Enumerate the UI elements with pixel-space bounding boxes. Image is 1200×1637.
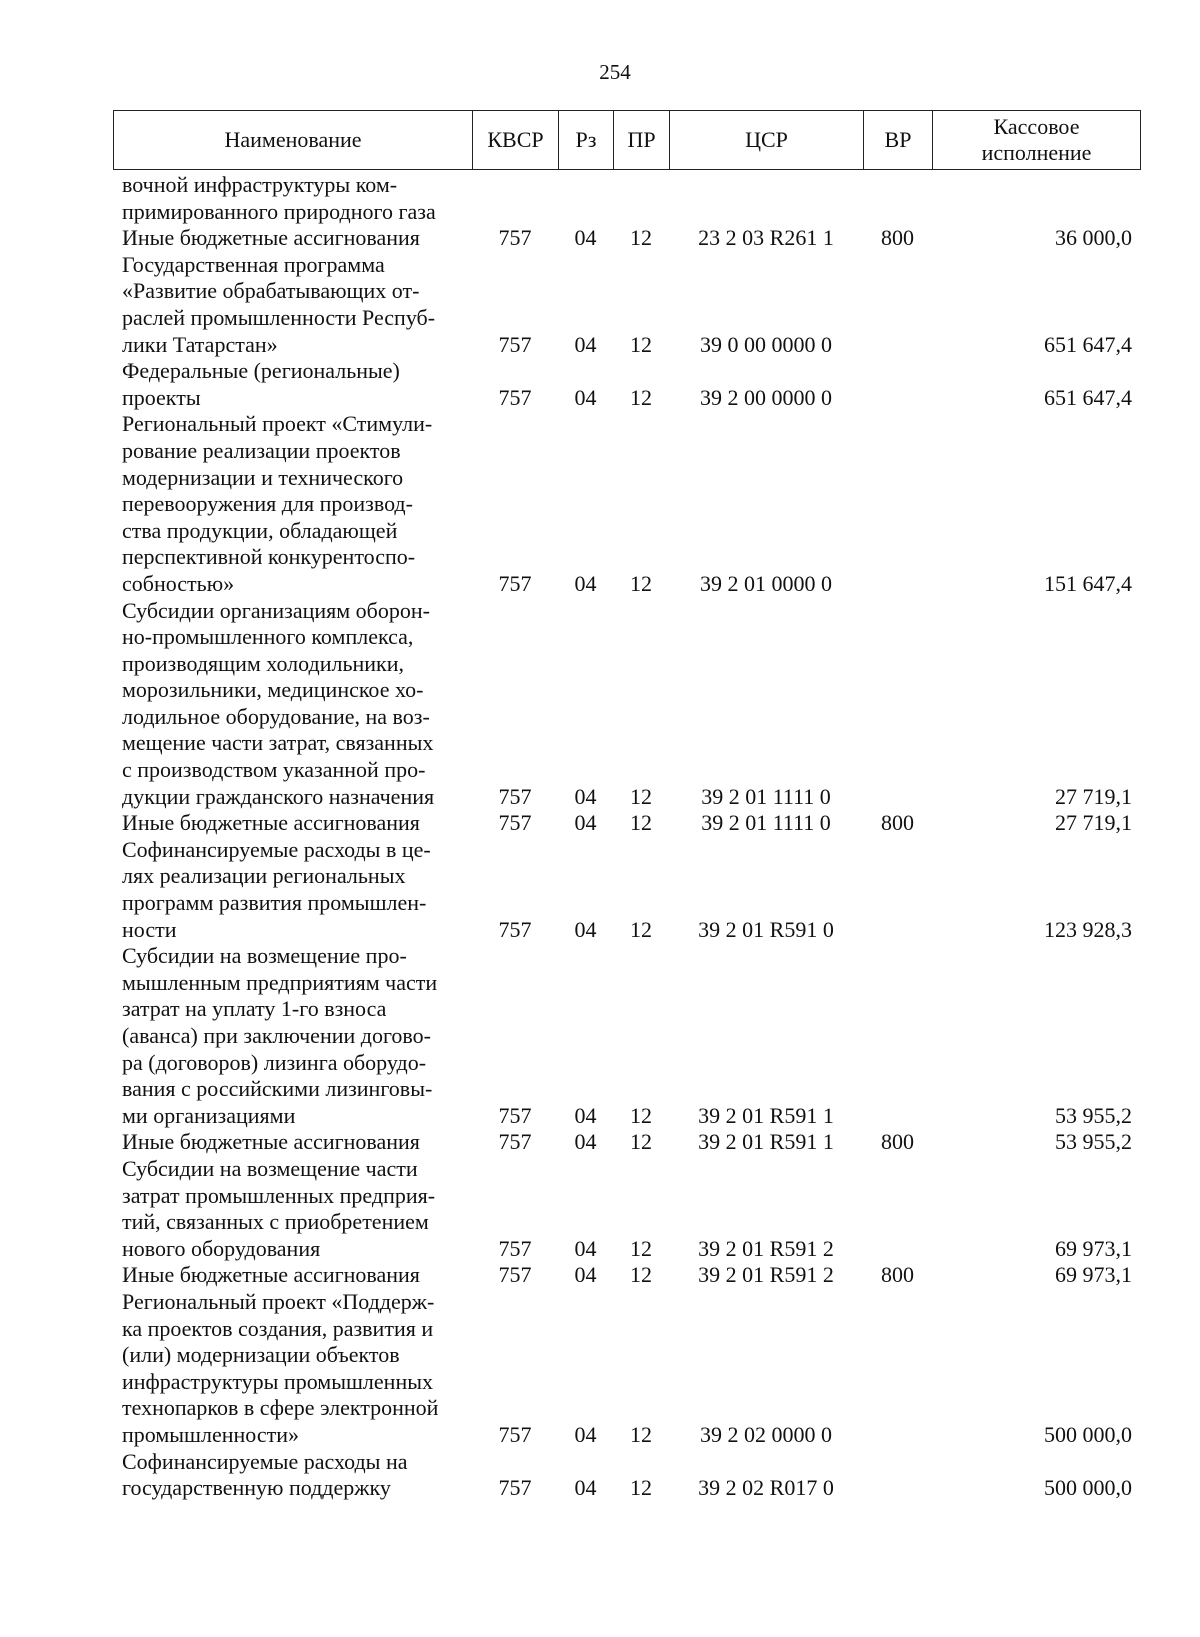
- header-csr: ЦСР: [670, 111, 864, 170]
- table-row: [113, 252, 1140, 358]
- header-amount-line1: Кассовое: [993, 114, 1080, 139]
- name-line: морозильники, медицинское хо-: [122, 677, 424, 703]
- cell-name: [113, 837, 472, 943]
- table-row: [113, 598, 1140, 811]
- cell-amount: [932, 172, 1140, 225]
- name-line: Субсидии организациям оборон-: [122, 597, 430, 623]
- table-row: [113, 1449, 1140, 1502]
- name-line: программ развития промышлен-: [122, 890, 427, 916]
- cell-name: [113, 252, 472, 358]
- table-row: [113, 837, 1140, 943]
- cell-vr: [863, 1289, 932, 1449]
- name-line: затрат промышленных предприя-: [122, 1182, 436, 1208]
- cell-pr: [613, 172, 669, 225]
- cell-amount: 36 000,0: [1055, 225, 1132, 251]
- table-row: [113, 943, 1140, 1129]
- cell-rz: 04: [574, 810, 597, 836]
- cell-pr: 12: [630, 1129, 652, 1155]
- cell-rz: 04: [574, 783, 597, 809]
- cell-name: [113, 1129, 472, 1156]
- cell-amount: 123 928,3: [1044, 916, 1132, 942]
- name-line: (или) модернизации объектов: [122, 1342, 400, 1368]
- name-line: лях реализации региональных: [122, 863, 406, 889]
- cell-csr: 39 2 01 0000 0: [700, 570, 832, 596]
- cell-amount: 69 973,1: [1055, 1262, 1132, 1288]
- name-line: мышленным предприятиям части: [122, 969, 438, 995]
- cell-pr: 12: [630, 225, 652, 251]
- cell-pr: 12: [630, 1475, 652, 1501]
- table-row: [113, 1129, 1140, 1156]
- cell-kvsr: 757: [498, 225, 532, 251]
- name-line: Государственная программа: [122, 251, 385, 277]
- name-line: Федеральные (региональные): [122, 358, 400, 384]
- cell-kvsr: 757: [498, 916, 532, 942]
- cell-amount: 27 719,1: [1055, 810, 1132, 836]
- cell-csr: 39 2 01 R591 0: [698, 916, 834, 942]
- cell-pr: 12: [630, 384, 652, 410]
- cell-name: [113, 358, 472, 411]
- cell-vr: 800: [881, 1262, 914, 1288]
- cell-amount: 151 647,4: [1044, 570, 1132, 596]
- header-amount-line2: исполнение: [981, 140, 1092, 165]
- cell-rz: 04: [574, 570, 597, 596]
- header-kvsr: КВСР: [473, 111, 559, 170]
- name-line: тий, связанных с приобретением: [122, 1209, 429, 1235]
- cell-amount: 53 955,2: [1055, 1129, 1132, 1155]
- cell-amount: 69 973,1: [1055, 1235, 1132, 1261]
- name-line: мещение части затрат, связанных: [122, 730, 434, 756]
- cell-vr: [863, 172, 932, 225]
- name-line: перспективной конкурентоспо-: [122, 544, 416, 570]
- cell-amount: 651 647,4: [1044, 384, 1132, 410]
- name-line: примированного природного газа: [122, 198, 436, 224]
- cell-pr: 12: [630, 1421, 652, 1447]
- cell-vr: 800: [881, 225, 914, 251]
- cell-vr: [863, 411, 932, 597]
- name-line: Иные бюджетные ассигнования: [122, 1262, 420, 1288]
- name-line: (аванса) при заключении догово-: [122, 1023, 431, 1048]
- table-row: [113, 810, 1140, 837]
- cell-name: [113, 1262, 472, 1289]
- cell-amount: 500 000,0: [1044, 1475, 1132, 1501]
- cell-kvsr: 757: [498, 783, 532, 809]
- cell-csr: 39 2 02 R017 0: [698, 1475, 834, 1501]
- name-line: Иные бюджетные ассигнования: [122, 1129, 420, 1155]
- cell-amount: 27 719,1: [1055, 783, 1132, 809]
- name-line: нового оборудования: [122, 1235, 321, 1261]
- cell-pr: 12: [630, 916, 652, 942]
- cell-csr: 39 2 01 1111 0: [701, 783, 831, 809]
- cell-pr: 12: [630, 331, 652, 357]
- name-line: дукции гражданского назначения: [122, 783, 435, 809]
- cell-kvsr: 757: [498, 1262, 532, 1288]
- cell-rz: [558, 172, 613, 225]
- cell-rz: 04: [574, 1235, 597, 1261]
- cell-vr: 800: [881, 810, 914, 836]
- cell-pr: 12: [630, 1102, 652, 1128]
- cell-csr: 39 2 01 R591 1: [698, 1129, 834, 1155]
- name-line: Субсидии на возмещение части: [122, 1155, 418, 1181]
- cell-csr: 39 0 00 0000 0: [700, 331, 832, 357]
- name-line: Софинансируемые расходы на: [122, 1448, 408, 1474]
- cell-kvsr: 757: [498, 810, 532, 836]
- cell-name: [113, 225, 472, 252]
- cell-vr: 800: [881, 1129, 914, 1155]
- cell-vr: [863, 598, 932, 811]
- name-line: лодильное оборудование, на воз-: [122, 703, 430, 729]
- name-line: ра (договоров) лизинга оборудо-: [122, 1049, 427, 1075]
- cell-pr: 12: [630, 1235, 652, 1261]
- cell-pr: 12: [630, 783, 652, 809]
- cell-name: [113, 1289, 472, 1449]
- cell-vr: [863, 1449, 932, 1502]
- name-line: инфраструктуры промышленных: [122, 1368, 433, 1394]
- name-line: Софинансируемые расходы в це-: [122, 836, 431, 862]
- table-body: [113, 172, 1140, 1502]
- table-row: [113, 172, 1140, 225]
- name-line: технопарков в сфере электронной: [122, 1395, 439, 1421]
- cell-rz: 04: [574, 1262, 597, 1288]
- cell-kvsr: 757: [498, 1129, 532, 1155]
- table-row: [113, 411, 1140, 597]
- name-line: Иные бюджетные ассигнования: [122, 810, 420, 836]
- header-amount: [933, 111, 1141, 170]
- cell-kvsr: 757: [498, 384, 532, 410]
- cell-pr: 12: [630, 1262, 652, 1288]
- cell-rz: 04: [574, 384, 597, 410]
- cell-vr: [863, 252, 932, 358]
- cell-kvsr: 757: [498, 1475, 532, 1501]
- page-number: 254: [599, 60, 631, 84]
- name-line: Иные бюджетные ассигнования: [122, 225, 420, 251]
- name-line: Региональный проект «Стимули-: [122, 411, 433, 437]
- name-line: вочной инфраструктуры ком-: [122, 172, 398, 197]
- name-line: раслей промышленности Респуб-: [122, 304, 436, 330]
- cell-vr: [863, 1156, 932, 1262]
- table-row: [113, 225, 1140, 252]
- name-line: ка проектов создания, развития и: [122, 1315, 434, 1341]
- cell-csr: 39 2 02 0000 0: [700, 1421, 832, 1447]
- cell-rz: 04: [574, 1102, 597, 1128]
- cell-pr: 12: [630, 810, 652, 836]
- cell-vr: [863, 943, 932, 1129]
- name-line: «Развитие обрабатывающих от-: [122, 278, 420, 304]
- cell-amount: 651 647,4: [1044, 331, 1132, 357]
- name-line: ми организациями: [122, 1102, 296, 1128]
- name-line: государственную поддержку: [122, 1475, 391, 1501]
- name-line: перевооружения для производ-: [122, 491, 413, 517]
- table-row: [113, 1289, 1140, 1449]
- table-row: [113, 1262, 1140, 1289]
- cell-rz: 04: [574, 1475, 597, 1501]
- cell-kvsr: 757: [498, 570, 532, 596]
- cell-name: [113, 172, 472, 225]
- cell-name: [113, 411, 472, 597]
- cell-amount: 53 955,2: [1055, 1102, 1132, 1128]
- name-line: ства продукции, обладающей: [122, 517, 398, 543]
- name-line: но-промышленного комплекса,: [122, 624, 414, 650]
- cell-rz: 04: [574, 225, 597, 251]
- name-line: затрат на уплату 1-го взноса: [122, 996, 387, 1022]
- name-line: с производством указанной про-: [122, 757, 426, 783]
- cell-csr: 39 2 01 R591 2: [698, 1262, 834, 1288]
- cell-pr: 12: [630, 570, 652, 596]
- cell-amount: 500 000,0: [1044, 1421, 1132, 1447]
- cell-kvsr: 757: [498, 1102, 532, 1128]
- cell-vr: [863, 358, 932, 411]
- cell-kvsr: 757: [498, 331, 532, 357]
- name-line: проекты: [122, 384, 201, 410]
- name-line: Субсидии на возмещение про-: [122, 943, 407, 969]
- header-pr: ПР: [614, 111, 670, 170]
- header-name: Наименование: [114, 111, 473, 170]
- name-line: производящим холодильники,: [122, 650, 404, 676]
- cell-csr: 23 2 03 R261 1: [698, 225, 834, 251]
- table-row: [113, 1156, 1140, 1262]
- cell-kvsr: 757: [498, 1235, 532, 1261]
- cell-kvsr: [472, 172, 558, 225]
- cell-csr: 39 2 01 R591 1: [698, 1102, 834, 1128]
- cell-name: [113, 1156, 472, 1262]
- table-header: [113, 110, 1141, 170]
- cell-name: [113, 943, 472, 1129]
- cell-csr: 39 2 00 0000 0: [700, 384, 832, 410]
- cell-rz: 04: [574, 331, 597, 357]
- table-row: [113, 358, 1140, 411]
- cell-name: [113, 598, 472, 811]
- name-line: рование реализации проектов: [122, 437, 401, 463]
- name-line: вания с российскими лизинговы-: [122, 1076, 433, 1102]
- cell-name: [113, 1449, 472, 1502]
- name-line: ности: [122, 916, 177, 942]
- cell-kvsr: 757: [498, 1421, 532, 1447]
- header-rz: Рз: [559, 111, 614, 170]
- header-vr: ВР: [864, 111, 933, 170]
- name-line: промышленности»: [122, 1421, 299, 1447]
- name-line: лики Татарстан»: [122, 331, 278, 357]
- name-line: собностью»: [122, 570, 235, 596]
- cell-name: [113, 810, 472, 837]
- cell-rz: 04: [574, 916, 597, 942]
- cell-csr: [669, 172, 863, 225]
- cell-rz: 04: [574, 1129, 597, 1155]
- cell-rz: 04: [574, 1421, 597, 1447]
- name-line: Региональный проект «Поддерж-: [122, 1288, 435, 1314]
- name-line: модернизации и технического: [122, 464, 404, 490]
- cell-csr: 39 2 01 1111 0: [701, 810, 831, 836]
- cell-csr: 39 2 01 R591 2: [698, 1235, 834, 1261]
- cell-vr: [863, 837, 932, 943]
